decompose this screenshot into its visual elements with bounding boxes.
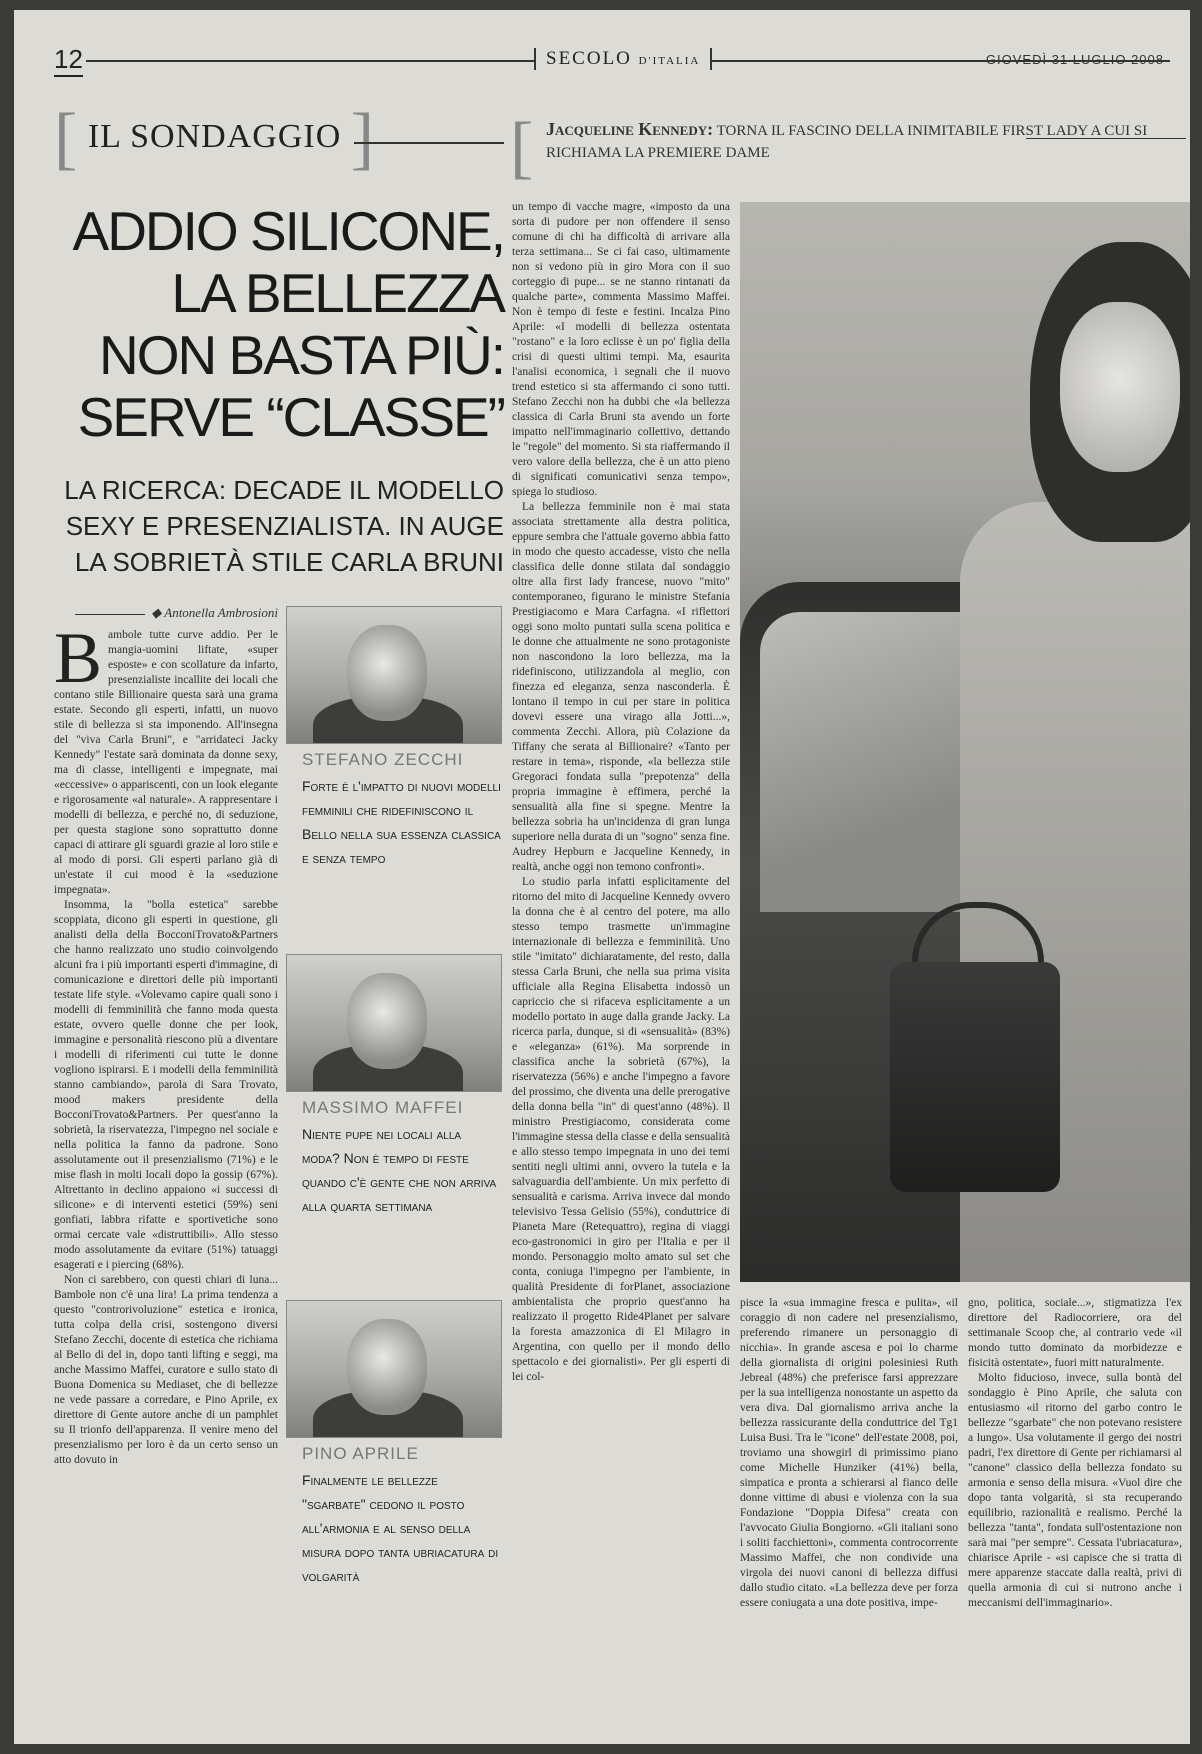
paragraph: gno, politica, sociale...», stigmatizza l'ex direttore del Radiocorriere, ora del settimanale Scoop che, al contrario vede «il mondo tutto dominato da morbidezze e fisicità ostentate», fuori mitt naturalmente. xyxy=(968,1297,1182,1369)
car-window-shape xyxy=(760,612,960,912)
quote-box-aprile xyxy=(286,1300,502,1588)
drop-cap: B xyxy=(54,628,103,698)
paragraph: ambole tutte curve addio. Per le mangia-uomini liftate, «super esposte» e con scollature da infarto, presenzialiste incallite dei locali che contano stile Billionaire questa sarà una grama estate. Secondo gli esperti, infatti, un nuovo stile di bellezza si sta imponendo. All'insegna del "viva Carla Bruni", e "arridateci Jacky Kennedy" l'estate sarà dominata da donne sexy, ma di classe, intelligenti e impegnate, mai «eccessive» o appariscenti, con un look elegante e rigorosamente «al naturale». A rappresentare i modelli di bellezza, e perché no, di seduzione, per questa stagione sono soprattutto donne capaci di attirare gli sguardi grazie al loro stile e al modo di porsi. Gli esperti parlano già di un'estate il cui mood è la «seduzione impegnata». xyxy=(54,629,278,896)
portrait-photo xyxy=(286,606,502,744)
subhead-line: LA RICERCA: DECADE IL MODELLO xyxy=(64,475,504,505)
article-column-3 xyxy=(512,200,730,1730)
masthead-main: SECOLO xyxy=(546,48,632,69)
section-rubric: [ IL SONDAGGIO ] xyxy=(54,100,376,178)
kicker xyxy=(510,109,1170,186)
issue-date: GIOVEDÌ 31 LUGLIO 2008 xyxy=(985,52,1164,67)
portrait-photo xyxy=(286,1300,502,1438)
paragraph: pisce la «sua immagine fresca e pulita», «il coraggio di non cadere nel presenzialismo, preferendo rimanere un personaggio di nicchia». In grande ascesa e poi lo charme della giornalista di origini polesiniesi Ruth Jebreal (48%) che preferisce farsi apprezzare per la sua intelligenza nonostante un aspetto da vera diva. Dal giornalismo arriva anche la bellezza rassicurante della conduttrice del Tg1 Luisa Busi. Tra le "icone" dell'estate 2008, poi, troviamo una showgirl di primissimo piano come Michelle Hunziker (41%) bella, simpatica e pronta a schierarsi al fianco delle donne vittime di abusi e violenza con la sua Fondazione "Doppia Difesa" creata con l'avvocato Giulia Bongiorno. «Gli italiani sono i soliti facchiettoni», commenta controcorrente Massimo Maffei, che non condivide una virgola dei nuovi canoni di bellezza diffusi dallo studio citato. «La bellezza deve per forza essere coniugata a una dote positiva, impe- xyxy=(740,1297,958,1609)
newspaper-page xyxy=(14,10,1190,1744)
subhead-line: LA SOBRIETÀ STILE CARLA BRUNI xyxy=(74,547,504,577)
paragraph: un tempo di vacche magre, «imposto da una sorta di pudore per non offendere il senso comune di chi ha difficoltà di arrivare alla terza settimana... Se ci fai caso, ultimamente non si vedono più in giro Mora con il suo corteggio di pupe... se ne stanno rintanati da qualche parte», commenta Massimo Maffei. Non è tempo di feste e festini. Incalza Pino Aprile: «I modelli di bellezza ostentata "rostano" e la loro eclisse è un po' figlia della crisi di questi ultimi tempi. Ma, esaurita l'analisi economica, i segnali che il nuovo trend estetico si sta affermando ci sono tutti. Stefano Zecchi non ha dubbi che «la bellezza classica di Carla Bruni sta avendo un forte impatto nell'immaginario collettivo, dettando le "regole" del momento. Si sta riaffermando il vero valore della bellezza, che è un atto pieno di significati comunicativi senza tempo», spiega lo studioso. xyxy=(512,201,730,498)
headline-line: SERVE “CLASSE” xyxy=(77,386,504,448)
quote-name: PINO APRILE xyxy=(302,1444,419,1463)
quote-text: Finalmente le bellezze "sgarbate" cedono il posto all'armonia e al senso della misura dopo tanta ubriacatura di volgarità xyxy=(302,1472,499,1584)
quote-box-maffei xyxy=(286,954,502,1218)
quote-text: Niente pupe nei locali alla moda? Non è tempo di feste quando c'è gente che non arriva alla quarta settimana xyxy=(302,1126,497,1214)
kicker-rule xyxy=(1026,138,1186,139)
carla-bruni-photo xyxy=(740,202,1190,1282)
masthead xyxy=(534,48,712,70)
paragraph: La bellezza femminile non è mai stata associata strettamente alla destra politica, eppure sembra che l'attuale governo abbia fatto in modo che questo accadesse, visto che nella classifica delle donne stilata dal sondaggio oltre alla first lady francese, nuovo "mito" contemporaneo, figurano le ministre Stefania Prestigiacomo e Mara Carfagna. «I riflettori oggi sono molto puntati sulla scena politica e le donne che attualmente ne sono protagoniste non nascondono la loro bellezza, ma la ridefiniscono, utilizzandola al meglio, con finezza ed eleganza, senza nasconderla. È lontano il tempo in cui per stare in politica dovevi essere una virago alla Jotti...», commenta Zecchi. Allora, più Colazione da Tiffany che serata al Billionaire? «Tanto per restare in tema», risponde, «la bellezza stile Gregoraci fondata sulla "prepotenza" della propria immagine è effimera, perché la sensualità alla fine si spegne. Mentre la bellezza sobria ha un'incidenza di gran lunga superiore nella durata di un "sogno" senza fine. Audrey Hepburn e Jacqueline Kennedy, in realtà, anche oggi non temono confronti». xyxy=(512,501,730,873)
quote-name: MASSIMO MAFFEI xyxy=(302,1098,464,1117)
article-column-1 xyxy=(54,628,278,1730)
paragraph: Molto fiducioso, invece, sulla bontà del sondaggio è Pino Aprile, che saluta con entusiasmo «il ritorno del garbo contro le bellezze "sgarbate" che non potevano resistere a lungo». Usa volutamente il gergo dei nostri padri, l'ex direttore di Gente per richiamarsi al "canone" classico della bellezza fondato su armonia e senso della misura. «Vuol dire che dopo tanta volgarità, si sta recuperando equilibrio, razionalità e realismo. Perché la bellezza "tanta", fondata sull'ostentazione non sarà mai "per sempre". Cessata l'ubriacatura», chiarisce Aprile - «si capisce che si tratta di mere apparenze staccate dalla realtà, privi di quella armonia di cui si nutrono anche i meccanismi dell'immaginario». xyxy=(968,1372,1182,1609)
paragraph: Lo studio parla infatti esplicitamente del ritorno del mito di Jacqueline Kennedy ovvero la donna che è al centro del potere, ma allo stesso tempo trasmette un'immagine internazionale di bellezza e femminilità. Uno stile "imitato" dichiaratamente, del resto, dalla stessa Carla Bruni, che nella sua prima visita ufficiale alla Regina Elisabetta indossò un capriccio che si rifaceva esplicitamente a un modello portato in auge dalla grande Jacky. La ricerca parla, dunque, si di «sensualità» (83%) e «eleganza» (61%). Ma sorprende in classifica anche la sobrietà (67%), la riservatezza (56%) e anche l'impegno a favore del prossimo, che diventa una delle prerogative della donna bella "in" di quest'anno (48%). Il ministro Prestigiacomo, considerata come l'immagine stessa della classe e della sensualità e allo stesso tempo impegnata in uno dei temi sentiti negli ultimi anni, ovvero la tutela e la salvaguardia dell'ambiente. Un mix perfetto di sensualità e carisma. Arriva invece dal mondo televisivo Tessa Gelisio (55%), conduttrice di Pianeta Mare (Retequattro), regina di viaggi eco-gastronomici in giro per l'Italia e per il mondo. Personaggio molto amato sul set che conta, coniuga l'impegno per l'ambiente, in qualità Presidente di forPlanet, associazione ambientalista che proprio quest'anno ha realizzato il progetto Ride4Planet per salvare la foresta amazzonica di El Milagro in Argentina, con quello per il mondo dello spettacolo e dei giornalisti». Per gli esperti di lei col- xyxy=(512,876,730,1383)
article-column-5 xyxy=(968,1296,1182,1730)
page-number: 12 xyxy=(54,44,83,77)
paragraph: Insomma, la "bolla estetica" sarebbe scoppiata, dicono gli esperti in questione, gli analisti della della BocconiTrovato&Partners che hanno realizzato uno studio coinvolgendo alcuni fra i più importanti esperti d'immagine, di comunicazione e direttori delle più importanti testate life style. «Volevamo capire quali sono i modelli di femminilità che fanno moda questa estate, ovvero quelle donne che per look, immagine e personalità riescono più a diventare i modelli di riferimenti cui tutte le donne vogliono ispirarsi. E i modelli della femminilità stanno cambiando», parola di Sara Trovato, mood makers presidente della BocconiTrovato&Partners. Per quest'anno la sobrietà, la riservatezza, l'impegno nel sociale e nella politica la fanno da padrone. Sono assolutamente out il presenzialismo (71%) e le mise flash in molti locali dopo la gossip (67%). Altrettanto in declino appaiono «i successi di silicone» e di interventi estetici (59%) seni gonfiati, labbra rifatte e sportivetiche sono ormai cercate vale «distruttibili». Allo stesso modo assolutamente da evitare (51%) tatuaggi esagerati e i piercing (68%). xyxy=(54,899,278,1271)
kicker-bracket: [ xyxy=(510,109,534,186)
kicker-name: Jacqueline Kennedy: xyxy=(546,119,714,139)
rubric-rule xyxy=(354,142,504,144)
rubric-label: IL SONDAGGIO xyxy=(87,118,342,155)
byline: ◆ Antonella Ambrosioni xyxy=(54,605,278,621)
masthead-small: D'ITALIA xyxy=(638,55,701,67)
face-shape xyxy=(1060,302,1180,472)
quote-text: Forte è l'impatto di nuovi modelli femminili che ridefiniscono il Bello nella sua essenza classica e senza tempo xyxy=(302,778,501,866)
portrait-photo xyxy=(286,954,502,1092)
author-name: Antonella Ambrosioni xyxy=(164,605,278,620)
headline-line: ADDIO SILICONE, xyxy=(72,200,504,262)
handbag-shape xyxy=(890,962,1060,1192)
paragraph: Non ci sarebbero, con questi chiari di luna... Bambole non c'è una lira! La prima tendenza a questo "controrivoluzione" estetica e ironica, tutta colpa della crisi, sostengono diversi Stefano Zecchi, docente di estetica che richiama al Bello di del in, dopo tanti lifting e seggi, ma anche Massimo Maffei, curatore e sullo stato di Buona Domenica su Mediaset, che di bellezze ne vede passare a corredare, e Pino Aprile, ex direttore di Gente autore anche di un pamphlet su Il trionfo dell'apparenza. Il venire meno del presenzialismo per loro è da un certo senso un atto dovuto in xyxy=(54,1274,278,1466)
quote-box-zecchi xyxy=(286,606,502,870)
headline-line: LA BELLEZZA xyxy=(171,262,504,324)
kicker-text: TORNA IL FASCINO DELLA INIMITABILE FIRST LADY A CUI SI RICHIAMA LA PREMIERE DAME xyxy=(546,123,1148,161)
headline-line: NON BASTA PIÙ: xyxy=(99,324,504,386)
subheadline xyxy=(44,472,504,580)
headline xyxy=(44,200,504,448)
article-column-4 xyxy=(740,1296,958,1730)
quote-name: STEFANO ZECCHI xyxy=(302,750,464,769)
subhead-line: SEXY E PRESENZIALISTA. IN AUGE xyxy=(65,511,504,541)
